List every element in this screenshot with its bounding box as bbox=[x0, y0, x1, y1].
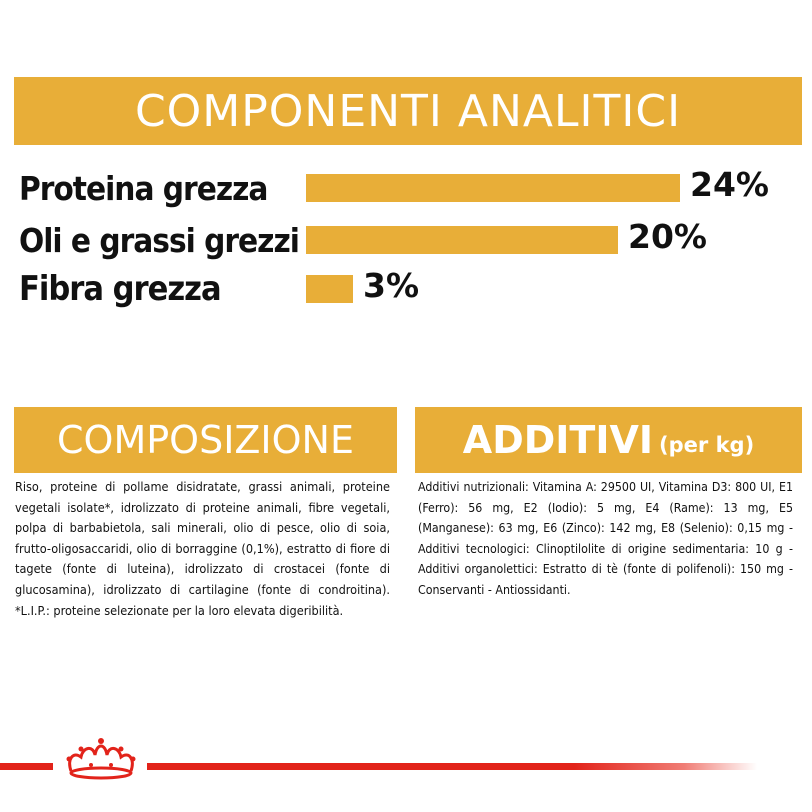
analytic-label: Fibra grezza bbox=[19, 269, 221, 309]
additives-title: ADDITIVI bbox=[462, 418, 654, 462]
composition-header bbox=[14, 407, 397, 473]
footer-line-left bbox=[0, 763, 53, 770]
analytic-value: 24% bbox=[690, 165, 769, 204]
analytic-label: Oli e grassi grezzi bbox=[19, 220, 299, 260]
additives-header bbox=[415, 407, 802, 473]
crown-icon bbox=[57, 735, 145, 781]
analytics-banner bbox=[14, 77, 802, 145]
additives-text: Additivi nutrizionali: Vitamina A: 29500 UI, Vitamina D3: 800 UI, E1 (Ferro): 56 mg, E2 (Iodio): 5 mg, E4 (Rame): 13 mg, E5 (Manganese): 63 mg, E6 (Zinco): 142 mg, E8 (Selenio): 0,15 mg - Additivi tecnologici: Clinoptilolite di origine sedimentaria: 10 g - Additivi organolettici: Estratto di tè (fonte di polifenoli): 150 mg - Conservanti - Antiossidanti. bbox=[418, 480, 793, 597]
footer-line-right bbox=[147, 763, 757, 770]
composition-title: COMPOSIZIONE bbox=[57, 418, 354, 462]
additives-subtitle: (per kg) bbox=[659, 433, 755, 457]
analytic-bar bbox=[306, 226, 618, 254]
analytic-value: 3% bbox=[363, 266, 420, 305]
analytics-title: COMPONENTI ANALITICI bbox=[134, 85, 682, 137]
analytic-bar bbox=[306, 275, 353, 303]
analytic-value: 20% bbox=[628, 217, 707, 256]
composition-text: Riso, proteine di pollame disidratate, grassi animali, proteine vegetali isolate*, idrolizzato di proteine animali, fibre vegetali, polpa di barbabietola, sali minerali, olio di pesce, olio di soia, frutto-oligosaccaridi, olio di borraggine (0,1%), estratto di fiore di tagete (fonte di luteina), idrolizzato di crostacei (fonte di glucosamina), idrolizzato di cartilagine (fonte di condroitina). *L.I.P.: proteine selezionate per la loro elevata digeribilità. bbox=[15, 479, 390, 618]
analytic-bar bbox=[306, 174, 680, 202]
analytic-label: Proteina grezza bbox=[19, 168, 268, 208]
